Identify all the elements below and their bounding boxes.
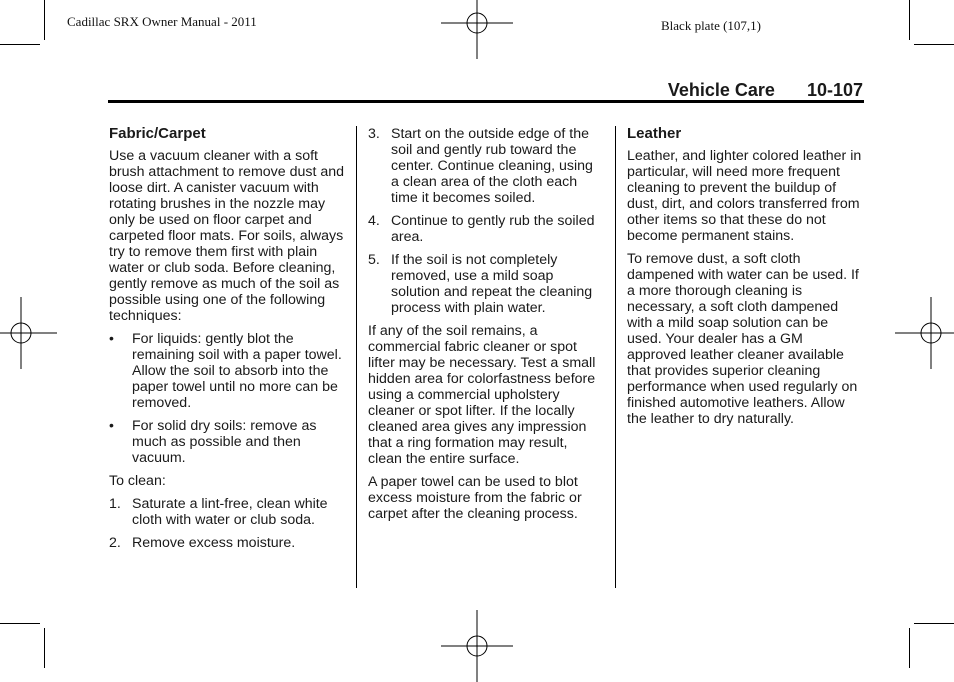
section-heading: Leather — [627, 125, 682, 142]
crop-mark — [914, 623, 954, 624]
step-number: 5. — [368, 252, 380, 268]
step-text: Continue to gently rub the soiled area. — [391, 213, 595, 245]
paragraph: If any of the soil remains, a commercial fabric cleaner or spot lifter may be necessary. Test a small hidden area for colorfastness before using a commercial upholstery cleaner or spot lifter. If the locally cleaned area gives any impression that a ring formation may result, clean the entire surface. — [368, 323, 596, 467]
step-item — [109, 496, 345, 528]
step-item — [368, 252, 604, 316]
list-item-text: For liquids: gently blot the remaining soil with a paper towel. Allow the soil to absorb into the paper towel until no more can be removed. — [132, 331, 342, 411]
crop-mark — [909, 628, 910, 668]
step-text: Start on the outside edge of the soil and gently rub toward the center. Continue cleaning, using a clean area of the cloth each time it becomes soiled. — [391, 126, 593, 206]
step-item — [368, 126, 604, 206]
section-heading: Fabric/Carpet — [109, 125, 206, 142]
paragraph: To remove dust, a soft cloth dampened with water can be used. If a more thorough cleaning is necessary, a soft cloth dampened with a mild soap solution can be used. Your dealer has a GM approved leather cleaner available that provides superior cleaning performance when used regularly on finished automotive leathers. Allow the leather to dry naturally. — [627, 251, 859, 427]
column-fabric-carpet-continued — [368, 126, 604, 529]
crop-mark — [0, 44, 40, 45]
step-number: 2. — [109, 535, 121, 551]
column-fabric-carpet — [109, 126, 345, 558]
step-number: 3. — [368, 126, 380, 142]
bullet-icon: • — [109, 417, 114, 433]
column-divider — [356, 126, 357, 588]
page-number: 10-107 — [806, 80, 863, 100]
crop-mark — [44, 0, 45, 40]
crop-mark — [914, 44, 954, 45]
crop-mark — [44, 628, 45, 668]
list-item — [109, 331, 345, 411]
step-text: Saturate a lint-free, clean white cloth with water or club soda. — [132, 496, 328, 528]
paragraph: To clean: — [109, 473, 166, 489]
section-title: Vehicle Care — [667, 80, 775, 100]
print-header-left: Cadillac SRX Owner Manual - 2011 — [67, 14, 257, 29]
registration-mark-icon — [441, 610, 513, 682]
crop-mark — [909, 0, 910, 40]
step-text: If the soil is not completely removed, use a mild soap solution and repeat the cleaning process with plain water. — [391, 252, 593, 316]
paragraph: Leather, and lighter colored leather in particular, will need more frequent cleaning to prevent the buildup of dust, dirt, and colors transferred from other items so that these do not become permanent stains. — [627, 148, 862, 244]
paragraph: Use a vacuum cleaner with a soft brush attachment to remove dust and loose dirt. A canister vacuum with rotating brushes in the nozzle may only be used on floor carpet and carpeted floor mats. For soils, always try to remove them first with plain water or club soda. Before cleaning, gently remove as much of the soil as possible using one of the following techniques: — [109, 148, 345, 324]
bullet-icon: • — [109, 330, 114, 346]
step-item — [109, 535, 345, 551]
print-header-right: Black plate (107,1) — [661, 18, 761, 33]
header-rule — [108, 100, 864, 103]
step-text: Remove excess moisture. — [132, 535, 296, 551]
list-item — [109, 418, 345, 466]
paragraph: A paper towel can be used to blot excess moisture from the fabric or carpet after the cleaning process. — [368, 474, 582, 522]
step-item — [368, 213, 604, 245]
step-number: 4. — [368, 213, 380, 229]
registration-mark-icon — [0, 297, 57, 369]
registration-mark-icon — [441, 0, 513, 59]
list-item-text: For solid dry soils: remove as much as possible and then vacuum. — [132, 418, 317, 466]
column-leather — [627, 126, 865, 434]
step-number: 1. — [109, 496, 121, 512]
page-header — [668, 80, 863, 101]
crop-mark — [0, 623, 40, 624]
column-divider — [615, 126, 616, 588]
registration-mark-icon — [895, 297, 954, 369]
